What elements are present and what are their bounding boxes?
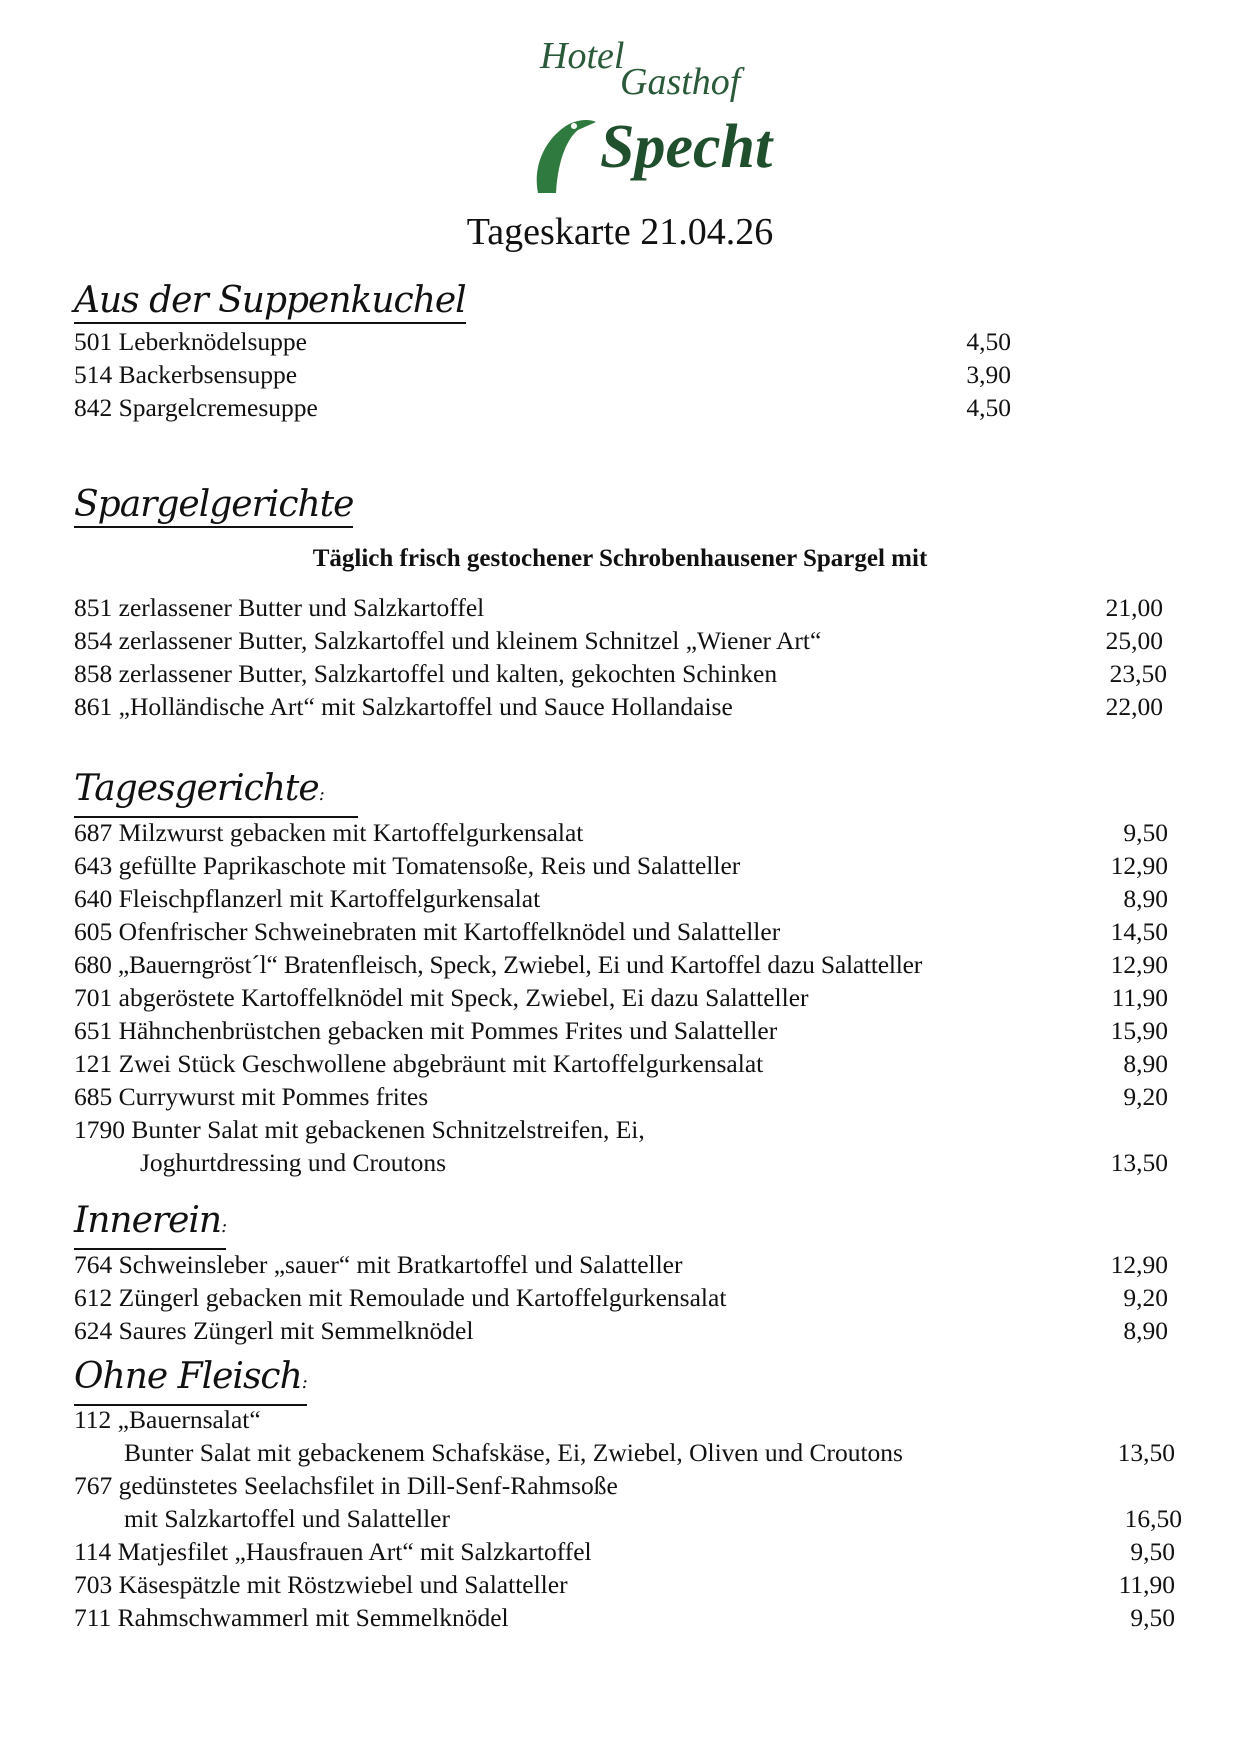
list-item: 854 zerlassener Butter, Salzkartoffel und kleinem Schnitzel „Wiener Art“ [74, 626, 822, 655]
item-price: 3,90 [966, 360, 1011, 389]
item-price: 8,90 [1123, 1316, 1168, 1345]
list-item: 687 Milzwurst gebacken mit Kartoffelgurkensalat [74, 818, 584, 847]
list-item: 711 Rahmschwammerl mit Semmelknödel [74, 1603, 509, 1632]
item-price: 9,20 [1123, 1283, 1168, 1312]
item-price: 21,00 [1105, 593, 1163, 622]
list-item: 114 Matjesfilet „Hausfrauen Art“ mit Salzkartoffel [74, 1537, 592, 1566]
list-item: 1790 Bunter Salat mit gebackenen Schnitzelstreifen, Ei, [74, 1115, 645, 1144]
item-price: 11,90 [1111, 983, 1168, 1012]
list-item: 624 Saures Züngerl mit Semmelknödel [74, 1316, 474, 1345]
list-item-continuation: mit Salzkartoffel und Salatteller [124, 1504, 450, 1533]
section-heading-asparagus: Spargelgerichte [74, 484, 353, 528]
list-item: 703 Käsespätzle mit Röstzwiebel und Salatteller [74, 1570, 568, 1599]
item-price: 23,50 [1109, 659, 1167, 688]
list-item: 605 Ofenfrischer Schweinebraten mit Kartoffelknödel und Salatteller [74, 917, 781, 946]
logo-word-hotel: Hotel [540, 35, 625, 77]
list-item: 701 abgeröstete Kartoffelknödel mit Speck, Zwiebel, Ei dazu Salatteller [74, 983, 809, 1012]
list-item: 851 zerlassener Butter und Salzkartoffel [74, 593, 485, 622]
list-item: 640 Fleischpflanzerl mit Kartoffelgurkensalat [74, 884, 541, 913]
item-price: 4,50 [966, 393, 1011, 422]
item-price: 9,50 [1130, 1537, 1175, 1566]
item-price: 15,90 [1110, 1016, 1168, 1045]
item-price: 8,90 [1123, 1049, 1168, 1078]
page-title: Tageskarte 21.04.26 [466, 211, 774, 253]
section-subheading: Täglich frisch gestochener Schrobenhausener Spargel mit [312, 545, 928, 572]
item-price: 25,00 [1105, 626, 1163, 655]
section-heading-daily: Tagesgerichte : [74, 768, 358, 818]
list-item: 121 Zwei Stück Geschwollene abgebräunt mit Kartoffelgurkensalat [74, 1049, 764, 1078]
item-price: 22,00 [1105, 692, 1163, 721]
item-price: 8,90 [1123, 884, 1168, 913]
list-item: 767 gedünstetes Seelachsfilet in Dill-Senf-Rahmsoße [74, 1471, 618, 1500]
list-item: 501 Leberknödelsuppe [74, 327, 307, 356]
list-item: 685 Currywurst mit Pommes frites [74, 1082, 429, 1111]
item-price: 12,90 [1110, 851, 1168, 880]
woodpecker-icon [528, 108, 598, 198]
section-heading-vegetarian: Ohne Fleisch : [74, 1356, 307, 1406]
list-item: 651 Hähnchenbrüstchen gebacken mit Pommes Frites und Salatteller [74, 1016, 778, 1045]
item-price: 4,50 [966, 327, 1011, 356]
list-item: 764 Schweinsleber „sauer“ mit Bratkartoffel und Salatteller [74, 1250, 683, 1279]
list-item-continuation: Joghurtdressing und Croutons [140, 1148, 446, 1177]
item-price: 9,20 [1123, 1082, 1168, 1111]
list-item: 858 zerlassener Butter, Salzkartoffel und kalten, gekochten Schinken [74, 659, 778, 688]
item-price: 13,50 [1110, 1148, 1168, 1177]
logo-word-specht: Specht [600, 113, 773, 181]
list-item: 643 gefüllte Paprikaschote mit Tomatensoße, Reis und Salatteller [74, 851, 741, 880]
list-item: 112 „Bauernsalat“ [74, 1405, 261, 1434]
item-price: 13,50 [1117, 1438, 1175, 1467]
logo-word-gasthof: Gasthof [620, 61, 741, 103]
list-item: 612 Züngerl gebacken mit Remoulade und Kartoffelgurkensalat [74, 1283, 727, 1312]
item-price: 9,50 [1123, 818, 1168, 847]
item-price: 9,50 [1130, 1603, 1175, 1632]
section-heading-soups: Aus der Suppenkuchel [74, 280, 466, 324]
item-price: 14,50 [1110, 917, 1168, 946]
item-price: 12,90 [1110, 1250, 1168, 1279]
item-price: 12,90 [1110, 950, 1168, 979]
list-item-continuation: Bunter Salat mit gebackenem Schafskäse, Ei, Zwiebel, Oliven und Croutons [124, 1438, 903, 1467]
list-item: 861 „Holländische Art“ mit Salzkartoffel und Sauce Hollandaise [74, 692, 733, 721]
section-heading-offal: Innerein : [74, 1200, 226, 1250]
item-price: 16,50 [1124, 1504, 1182, 1533]
list-item: 680 „Bauerngröst´l“ Bratenfleisch, Speck, Zwiebel, Ei und Kartoffel dazu Salatteller [74, 950, 923, 979]
hotel-logo [520, 28, 773, 198]
list-item: 842 Spargelcremesuppe [74, 393, 318, 422]
list-item: 514 Backerbsensuppe [74, 360, 298, 389]
item-price: 11,90 [1118, 1570, 1175, 1599]
